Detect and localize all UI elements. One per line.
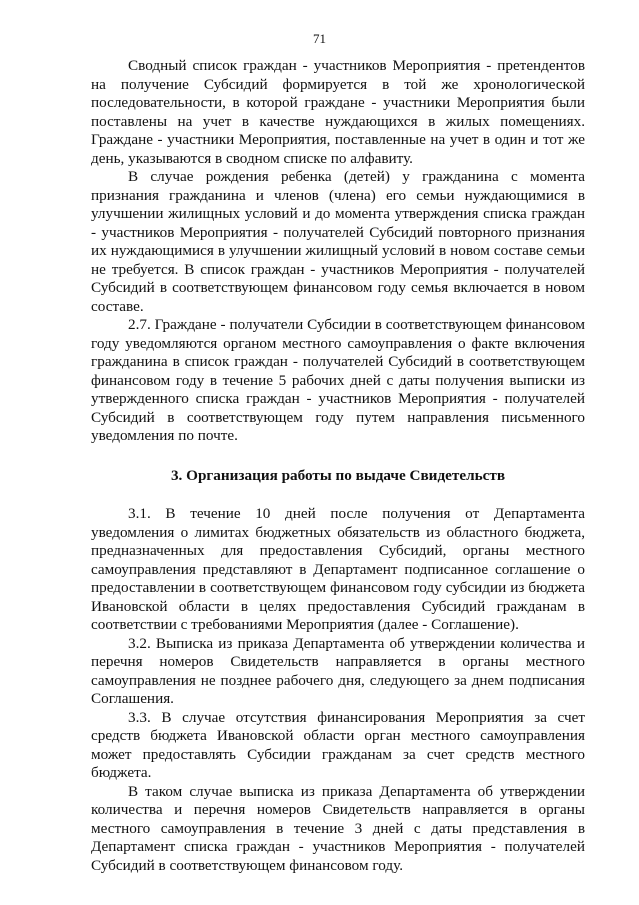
paragraph-3-2: 3.2. Выписка из приказа Департамента об утверждении количества и перечня номеров Свидетельств направляется в органы местного самоуправления не позднее рабочего дня, следующего за днем подписания Соглашения. xyxy=(91,634,585,707)
page-number: 71 xyxy=(313,31,326,46)
section-heading: 3. Организация работы по выдаче Свидетельств xyxy=(170,466,506,484)
paragraph-3-3: 3.3. В случае отсутствия финансирования Мероприятия за счет средств бюджета Ивановской области орган местного самоуправления может предоставлять Субсидии гражданам за счет средств местного бюджета. xyxy=(91,708,585,781)
paragraph-summary-list: Сводный список граждан - участников Мероприятия - претендентов на получение Субсидий формируется в той же хронологической последовательности, в которой граждане - участники Мероприятия были поставлены на учет в качестве нуждающихся в жилых помещениях. Граждане - участники Мероприятия, поставленные на учет в один и тот же день, указываются в сводном списке по алфавиту. xyxy=(91,57,585,167)
paragraph-3-3-continued: В таком случае выписка из приказа Департамента об утверждении количества и перечня номеров Свидетельств направляется в органы местного самоуправления в течение 3 дней с даты представления в Департамент списка граждан - участников Мероприятия - получателей Субсидий в соответствующем финансовом году. xyxy=(91,782,585,874)
paragraph-3-1: 3.1. В течение 10 дней после получения от Департамента уведомления о лимитах бюджетных обязательств из областного бюджета, предназначенных для предоставления Субсидий, органы местного самоуправления представляют в Департамент подписанное соглашение о предоставлении в соответствующем финансовом году субсидии из бюджета Ивановской области в целях предоставления Субсидий гражданам в соответствии с требованиями Мероприятия (далее - Соглашение). xyxy=(91,505,585,633)
page-content xyxy=(91,57,585,875)
paragraph-child-birth: В случае рождения ребенка (детей) у гражданина с момента признания гражданина и членов (члена) его семьи нуждающимися в улучшении жилищных условий и до момента утверждения списка граждан - участников Мероприятия - получателей Субсидий повторного признания их нуждающимися в улучшении жилищный условий в новом составе семьи не требуется. В список граждан - участников Мероприятия - получателей Субсидий в соответствующем финансовом году семья включается в новом составе. xyxy=(91,168,585,315)
paragraph-2-7: 2.7. Граждане - получатели Субсидии в соответствующем финансовом году уведомляются органом местного самоуправления о факте включения гражданина в список граждан - получателей Субсидий в соответствующем финансовом году в течение 5 рабочих дней с даты получения выписки из утвержденного списка граждан - участников Мероприятия - получателей Субсидий в соответствующем году путем направления письменного уведомления по почте. xyxy=(91,316,585,444)
